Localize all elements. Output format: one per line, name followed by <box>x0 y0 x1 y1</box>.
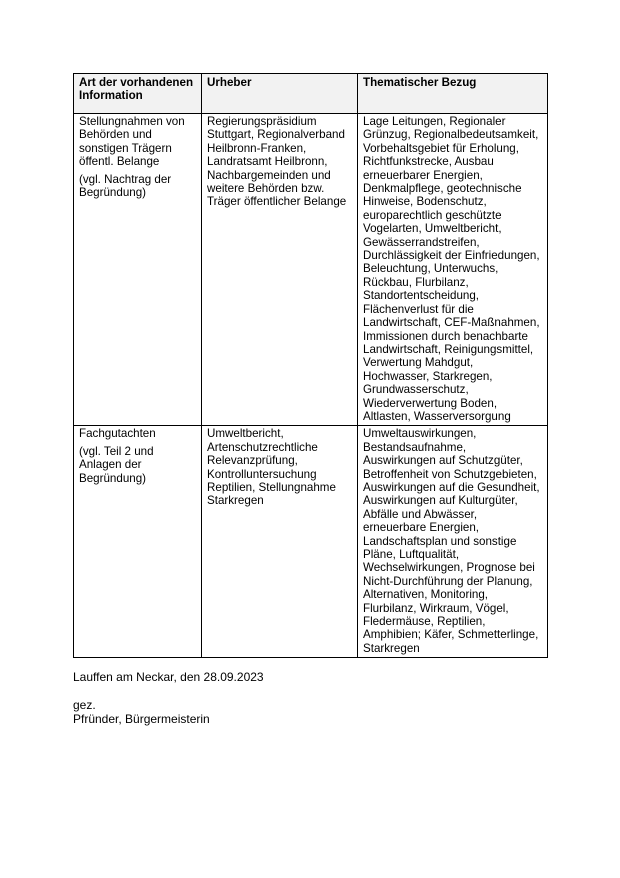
cell-line: Kontrolluntersuchung <box>207 467 317 481</box>
cell-line: Bestandsaufnahme, <box>363 440 467 454</box>
header-line: Thematischer Bezug <box>363 76 477 89</box>
cell-line: Grundwasserschutz, <box>363 383 469 397</box>
cell-line: (vgl. Teil 2 und <box>79 444 154 458</box>
cell-line: Alternativen, Monitoring, <box>363 588 489 602</box>
gez-label: gez. <box>73 698 96 712</box>
header-line: Information <box>79 89 143 103</box>
cell-line: Gewässerrandstreifen, <box>363 235 480 249</box>
cell-line: Hochwasser, Starkregen, <box>363 369 493 383</box>
cell-line: Vogelarten, Umweltbericht, <box>363 222 502 236</box>
cell-line: Fledermäuse, Reptilien, <box>363 615 486 629</box>
cell-line: Fachgutachten <box>79 427 156 441</box>
cell-line: Wechselwirkungen, Prognose bei <box>363 561 535 575</box>
signature-block <box>73 698 210 726</box>
cell-line: Behörden und <box>79 128 152 142</box>
cell-line: Auswirkungen auf die Gesundheit, <box>363 480 540 494</box>
table-header-row <box>74 74 548 114</box>
cell-line: Amphibien; Käfer, Schmetterlinge, <box>363 628 539 642</box>
cell-line: Artenschutzrechtliche <box>207 440 318 454</box>
header-thematischer-bezug <box>358 74 548 114</box>
cell-line: Standortentscheidung, <box>363 289 480 303</box>
cell-line: Stuttgart, Regionalverband <box>207 128 345 142</box>
cell-line: (vgl. Nachtrag der <box>79 172 172 186</box>
cell-line: Pläne, Luftqualität, <box>363 548 460 561</box>
cell-line: Landschaftsplan und sonstige <box>363 534 517 548</box>
table-row <box>74 426 548 658</box>
cell-bezug <box>358 114 548 426</box>
cell-line: Begründung) <box>79 186 147 200</box>
cell-line: Anlagen der <box>79 458 142 472</box>
cell-line: Betroffenheit von Schutzgebieten, <box>363 467 537 481</box>
cell-line: Nicht-Durchführung der Planung, <box>363 574 533 588</box>
cell-line: Landwirtschaft, CEF-Maßnahmen, <box>363 316 540 330</box>
cell-line: Regierungspräsidium <box>207 115 317 128</box>
cell-line: Vorbehaltsgebiet für Erholung, <box>363 141 519 155</box>
cell-line: Wiederverwertung Boden, <box>363 396 498 410</box>
cell-line: Verwertung Mahdgut, <box>363 356 474 370</box>
cell-line: Richtfunkstrecke, Ausbau <box>363 155 494 169</box>
cell-line: Flächenverlust für die <box>363 302 474 316</box>
cell-bezug <box>358 426 548 658</box>
cell-line: erneuerbarer Energien, <box>363 168 483 182</box>
cell-line: Grünzug, Regionalbedeutsamkeit, <box>363 128 539 142</box>
cell-line: Flurbilanz, Wirkraum, Vögel, <box>363 601 509 615</box>
signatory-name: Pfründer, Bürgermeisterin <box>73 712 210 726</box>
cell-line: Durchlässigkeit der Einfriedungen, <box>363 249 540 263</box>
cell-line: sonstigen Trägern <box>79 141 172 155</box>
cell-line: weitere Behörden bzw. <box>207 182 325 196</box>
cell-line: Hinweise, Bodenschutz, <box>363 195 487 209</box>
cell-line: Stellungnahmen von <box>79 115 185 128</box>
cell-line: Abfälle und Abwässer, <box>363 507 478 521</box>
cell-line: Beleuchtung, Unterwuchs, <box>363 262 499 276</box>
cell-line: Auswirkungen auf Kulturgüter, <box>363 494 518 508</box>
cell-line: europarechtlich geschützte <box>363 208 502 222</box>
cell-line: Reptilien, Stellungnahme <box>207 480 336 494</box>
cell-urheber <box>202 114 358 426</box>
cell-line: Altlasten, Wasserversorgung <box>363 409 511 423</box>
cell-line: Immissionen durch benachbarte <box>363 329 528 343</box>
cell-line: Begründung) <box>79 471 147 485</box>
cell-line: Heilbronn-Franken, <box>207 141 307 155</box>
header-line: Urheber <box>207 76 252 89</box>
header-line: Art der vorhandenen <box>79 76 194 89</box>
cell-line: Rückbau, Flurbilanz, <box>363 275 469 289</box>
cell-line: Umweltauswirkungen, <box>363 427 477 441</box>
cell-art <box>74 426 202 658</box>
information-table <box>73 73 548 658</box>
cell-line: öffentl. Belange <box>79 155 160 169</box>
cell-line: erneuerbare Energien, <box>363 521 480 535</box>
cell-line: Denkmalpflege, geotechnische <box>363 182 522 196</box>
cell-line: Träger öffentlicher Belange <box>207 195 347 209</box>
cell-line: Nachbargemeinden und <box>207 168 331 182</box>
cell-line: Umweltbericht, <box>207 427 284 441</box>
cell-line: Starkregen <box>207 494 264 508</box>
cell-art <box>74 114 202 426</box>
cell-line: Landratsamt Heilbronn, <box>207 155 328 169</box>
cell-urheber <box>202 426 358 658</box>
cell-line: Starkregen <box>363 641 420 655</box>
place-date-line: Lauffen am Neckar, den 28.09.2023 <box>73 670 264 684</box>
cell-line: Lage Leitungen, Regionaler <box>363 115 506 128</box>
header-art-der-information <box>74 74 202 114</box>
cell-line: Relevanzprüfung, <box>207 454 298 468</box>
header-urheber <box>202 74 358 114</box>
cell-line: Auswirkungen auf Schutzgüter, <box>363 454 523 468</box>
table-row <box>74 114 548 426</box>
cell-line: Landwirtschaft, Reinigungsmittel, <box>363 342 534 356</box>
